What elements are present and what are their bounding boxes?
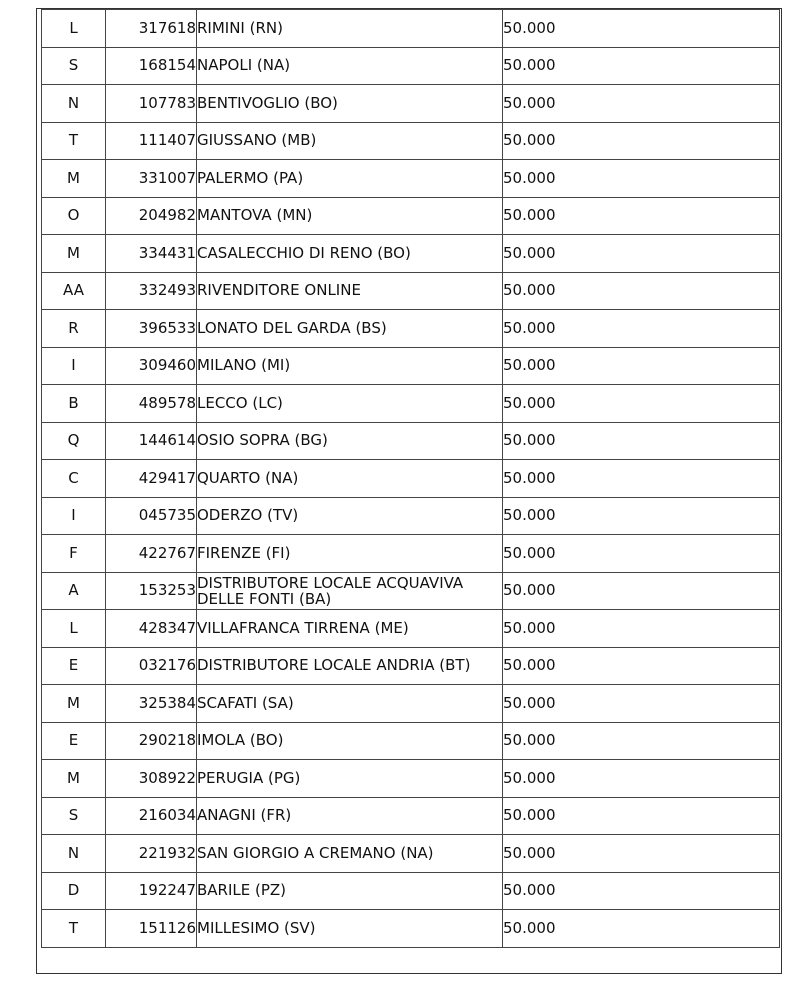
table-body [42,10,780,948]
cell-location: FIRENZE (FI) [197,535,503,573]
cell-letter: N [42,85,106,123]
winners-table [41,9,780,948]
cell-amount: 50.000 [503,235,780,273]
cell-amount: 50.000 [503,460,780,498]
cell-letter: D [42,872,106,910]
cell-code: 111407 [106,122,197,160]
cell-letter: E [42,647,106,685]
cell-letter: I [42,497,106,535]
cell-code: 032176 [106,647,197,685]
table-row [42,385,780,423]
cell-letter: L [42,10,106,48]
cell-amount: 50.000 [503,835,780,873]
cell-letter: S [42,797,106,835]
table-row [42,572,780,610]
cell-letter: R [42,310,106,348]
cell-amount: 50.000 [503,572,780,610]
table-row [42,535,780,573]
cell-location: GIUSSANO (MB) [197,122,503,160]
cell-code: 290218 [106,722,197,760]
cell-code: 317618 [106,10,197,48]
cell-amount: 50.000 [503,722,780,760]
table-row [42,722,780,760]
cell-code: 396533 [106,310,197,348]
cell-location: BENTIVOGLIO (BO) [197,85,503,123]
table-row [42,797,780,835]
cell-location: PERUGIA (PG) [197,760,503,798]
cell-code: 309460 [106,347,197,385]
table-row [42,10,780,48]
table-row [42,197,780,235]
cell-letter: Q [42,422,106,460]
cell-amount: 50.000 [503,685,780,723]
table-row [42,47,780,85]
cell-location: MANTOVA (MN) [197,197,503,235]
cell-letter: M [42,760,106,798]
cell-location: RIVENDITORE ONLINE [197,272,503,310]
cell-code: 428347 [106,610,197,648]
table-row [42,685,780,723]
cell-code: 332493 [106,272,197,310]
cell-code: 192247 [106,872,197,910]
cell-letter: T [42,122,106,160]
cell-code: 331007 [106,160,197,198]
cell-letter: N [42,835,106,873]
cell-code: 334431 [106,235,197,273]
cell-code: 151126 [106,910,197,948]
cell-amount: 50.000 [503,10,780,48]
cell-code: 144614 [106,422,197,460]
cell-code: 153253 [106,572,197,610]
cell-location: SAN GIORGIO A CREMANO (NA) [197,835,503,873]
cell-amount: 50.000 [503,910,780,948]
cell-amount: 50.000 [503,197,780,235]
table-row [42,85,780,123]
cell-letter: E [42,722,106,760]
table-row [42,122,780,160]
table-row [42,610,780,648]
table-row [42,347,780,385]
cell-amount: 50.000 [503,310,780,348]
cell-code: 221932 [106,835,197,873]
cell-letter: O [42,197,106,235]
cell-code: 308922 [106,760,197,798]
cell-location: ANAGNI (FR) [197,797,503,835]
cell-location: LECCO (LC) [197,385,503,423]
cell-location: CASALECCHIO DI RENO (BO) [197,235,503,273]
table-row [42,460,780,498]
cell-letter: L [42,610,106,648]
cell-amount: 50.000 [503,160,780,198]
cell-location: VILLAFRANCA TIRRENA (ME) [197,610,503,648]
cell-location: ODERZO (TV) [197,497,503,535]
cell-location: NAPOLI (NA) [197,47,503,85]
cell-location: DISTRIBUTORE LOCALE ACQUAVIVA DELLE FONTI (BA) [197,572,503,610]
table-row [42,760,780,798]
cell-letter: S [42,47,106,85]
cell-letter: M [42,235,106,273]
cell-letter: A [42,572,106,610]
cell-letter: M [42,685,106,723]
cell-location: BARILE (PZ) [197,872,503,910]
cell-location: MILLESIMO (SV) [197,910,503,948]
cell-letter: C [42,460,106,498]
cell-amount: 50.000 [503,347,780,385]
cell-code: 204982 [106,197,197,235]
cell-code: 422767 [106,535,197,573]
cell-letter: AA [42,272,106,310]
table-row [42,272,780,310]
cell-amount: 50.000 [503,122,780,160]
cell-location: QUARTO (NA) [197,460,503,498]
cell-location: OSIO SOPRA (BG) [197,422,503,460]
table-row [42,910,780,948]
table-row [42,310,780,348]
cell-amount: 50.000 [503,535,780,573]
cell-code: 107783 [106,85,197,123]
cell-amount: 50.000 [503,385,780,423]
table-row [42,422,780,460]
cell-code: 325384 [106,685,197,723]
cell-amount: 50.000 [503,872,780,910]
cell-amount: 50.000 [503,647,780,685]
cell-letter: I [42,347,106,385]
cell-location: LONATO DEL GARDA (BS) [197,310,503,348]
cell-amount: 50.000 [503,47,780,85]
cell-amount: 50.000 [503,797,780,835]
cell-letter: F [42,535,106,573]
cell-amount: 50.000 [503,760,780,798]
cell-code: 489578 [106,385,197,423]
cell-letter: T [42,910,106,948]
cell-code: 429417 [106,460,197,498]
table-row [42,160,780,198]
table-row [42,872,780,910]
cell-location: IMOLA (BO) [197,722,503,760]
cell-amount: 50.000 [503,85,780,123]
cell-location: MILANO (MI) [197,347,503,385]
cell-code: 216034 [106,797,197,835]
cell-code: 168154 [106,47,197,85]
cell-code: 045735 [106,497,197,535]
cell-amount: 50.000 [503,610,780,648]
table-row [42,647,780,685]
table-row [42,497,780,535]
table-row [42,835,780,873]
cell-letter: B [42,385,106,423]
cell-amount: 50.000 [503,272,780,310]
cell-location: SCAFATI (SA) [197,685,503,723]
cell-location: PALERMO (PA) [197,160,503,198]
cell-amount: 50.000 [503,422,780,460]
cell-location: DISTRIBUTORE LOCALE ANDRIA (BT) [197,647,503,685]
cell-location: RIMINI (RN) [197,10,503,48]
table-row [42,235,780,273]
cell-amount: 50.000 [503,497,780,535]
cell-letter: M [42,160,106,198]
